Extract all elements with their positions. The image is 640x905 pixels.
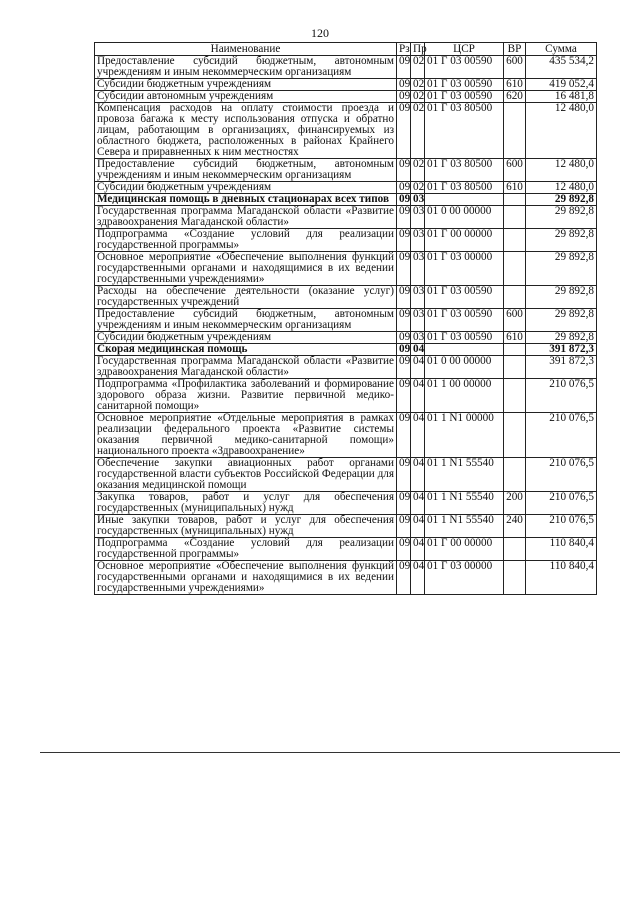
- table-row: [95, 458, 597, 492]
- row-vr-cell: [504, 356, 526, 379]
- row-vr-cell: [504, 252, 526, 286]
- row-name-cell: Субсидии автономным учреждениям: [95, 91, 397, 103]
- row-vr-cell: [504, 194, 526, 206]
- row-csr-cell: [425, 194, 504, 206]
- row-csr-cell: 01 Г 03 00590: [425, 56, 504, 79]
- table-row: [95, 356, 597, 379]
- row-name-cell: Субсидии бюджетным учреждениям: [95, 182, 397, 194]
- row-vr-cell: [504, 229, 526, 252]
- table-row: [95, 344, 597, 356]
- row-pr-cell: 02: [411, 56, 425, 79]
- table-row: [95, 379, 597, 413]
- row-rz-cell: 09: [397, 356, 411, 379]
- row-sum-cell: 29 892,8: [526, 229, 597, 252]
- row-rz-cell: 09: [397, 492, 411, 515]
- row-csr-cell: [425, 344, 504, 356]
- row-pr-cell: 04: [411, 379, 425, 413]
- row-csr-cell: 01 Г 03 00590: [425, 309, 504, 332]
- row-vr-cell: [504, 103, 526, 159]
- row-vr-cell: 620: [504, 91, 526, 103]
- row-vr-cell: [504, 458, 526, 492]
- table-row: [95, 56, 597, 79]
- table-row: [95, 182, 597, 194]
- row-vr-cell: 610: [504, 332, 526, 344]
- footer-divider: [40, 752, 620, 753]
- row-vr-cell: 600: [504, 309, 526, 332]
- row-sum-cell: 210 076,5: [526, 515, 597, 538]
- table-body: [95, 56, 597, 595]
- row-vr-cell: 600: [504, 56, 526, 79]
- row-pr-cell: 03: [411, 286, 425, 309]
- row-pr-cell: 02: [411, 91, 425, 103]
- row-vr-cell: [504, 344, 526, 356]
- table-row: [95, 492, 597, 515]
- row-name-cell: Подпрограмма «Создание условий для реализации государственной программы»: [95, 538, 397, 561]
- row-csr-cell: 01 Г 03 80500: [425, 159, 504, 182]
- table-row: [95, 206, 597, 229]
- row-rz-cell: 09: [397, 561, 411, 595]
- row-csr-cell: 01 0 00 00000: [425, 356, 504, 379]
- row-csr-cell: 01 1 N1 55540: [425, 515, 504, 538]
- row-rz-cell: 09: [397, 103, 411, 159]
- row-csr-cell: 01 Г 00 00000: [425, 538, 504, 561]
- row-rz-cell: 09: [397, 413, 411, 458]
- header-csr: ЦСР: [425, 43, 504, 56]
- row-name-cell: Обеспечение закупки авиационных работ органами государственной власти субъектов Российской Федерации для оказания медицинской помощи: [95, 458, 397, 492]
- row-name-cell: Скорая медицинская помощь: [95, 344, 397, 356]
- row-pr-cell: 03: [411, 332, 425, 344]
- row-rz-cell: 09: [397, 229, 411, 252]
- row-rz-cell: 09: [397, 344, 411, 356]
- row-rz-cell: 09: [397, 515, 411, 538]
- row-sum-cell: 29 892,8: [526, 194, 597, 206]
- table-row: [95, 229, 597, 252]
- row-csr-cell: 01 Г 03 80500: [425, 103, 504, 159]
- row-pr-cell: 02: [411, 103, 425, 159]
- row-sum-cell: 210 076,5: [526, 458, 597, 492]
- row-name-cell: Расходы на обеспечение деятельности (оказание услуг) государственных учреждений: [95, 286, 397, 309]
- row-rz-cell: 09: [397, 458, 411, 492]
- row-name-cell: Предоставление субсидий бюджетным, автономным учреждениям и иным некоммерческим организациям: [95, 309, 397, 332]
- row-sum-cell: 391 872,3: [526, 356, 597, 379]
- row-sum-cell: 29 892,8: [526, 252, 597, 286]
- row-name-cell: Медицинская помощь в дневных стационарах всех типов: [95, 194, 397, 206]
- row-pr-cell: 04: [411, 458, 425, 492]
- row-name-cell: Предоставление субсидий бюджетным, автономным учреждениям и иным некоммерческим организациям: [95, 56, 397, 79]
- page-number: 120: [311, 26, 329, 40]
- row-pr-cell: 03: [411, 194, 425, 206]
- row-rz-cell: 09: [397, 286, 411, 309]
- row-name-cell: Субсидии бюджетным учреждениям: [95, 332, 397, 344]
- row-name-cell: Иные закупки товаров, работ и услуг для обеспечения государственных (муниципальных) нужд: [95, 515, 397, 538]
- row-sum-cell: 210 076,5: [526, 413, 597, 458]
- row-sum-cell: 29 892,8: [526, 309, 597, 332]
- row-csr-cell: 01 Г 03 00590: [425, 79, 504, 91]
- row-name-cell: Государственная программа Магаданской области «Развитие здравоохранения Магаданской области»: [95, 356, 397, 379]
- row-csr-cell: 01 Г 03 00590: [425, 332, 504, 344]
- row-csr-cell: 01 Г 03 00590: [425, 286, 504, 309]
- row-rz-cell: 09: [397, 91, 411, 103]
- row-name-cell: Основное мероприятие «Обеспечение выполнения функций государственными органами и находящимися в их ведении государственными учреждениями»: [95, 252, 397, 286]
- row-sum-cell: 419 052,4: [526, 79, 597, 91]
- table-row: [95, 103, 597, 159]
- table-row: [95, 252, 597, 286]
- row-pr-cell: 03: [411, 229, 425, 252]
- row-rz-cell: 09: [397, 194, 411, 206]
- row-rz-cell: 09: [397, 538, 411, 561]
- row-rz-cell: 09: [397, 309, 411, 332]
- row-rz-cell: 09: [397, 252, 411, 286]
- table-row: [95, 159, 597, 182]
- row-pr-cell: 02: [411, 79, 425, 91]
- row-pr-cell: 04: [411, 492, 425, 515]
- row-csr-cell: 01 Г 03 80500: [425, 182, 504, 194]
- row-sum-cell: 12 480,0: [526, 103, 597, 159]
- row-vr-cell: [504, 538, 526, 561]
- header-vr: ВР: [504, 43, 526, 56]
- row-sum-cell: 391 872,3: [526, 344, 597, 356]
- row-sum-cell: 12 480,0: [526, 182, 597, 194]
- row-csr-cell: 01 1 N1 55540: [425, 492, 504, 515]
- row-csr-cell: 01 0 00 00000: [425, 206, 504, 229]
- row-vr-cell: 610: [504, 182, 526, 194]
- row-pr-cell: 04: [411, 413, 425, 458]
- table-row: [95, 91, 597, 103]
- row-sum-cell: 29 892,8: [526, 206, 597, 229]
- row-pr-cell: 03: [411, 252, 425, 286]
- row-vr-cell: 610: [504, 79, 526, 91]
- row-csr-cell: 01 Г 03 00000: [425, 252, 504, 286]
- table-row: [95, 561, 597, 595]
- header-sum: Сумма: [526, 43, 597, 56]
- row-name-cell: Закупка товаров, работ и услуг для обеспечения государственных (муниципальных) нужд: [95, 492, 397, 515]
- row-rz-cell: 09: [397, 56, 411, 79]
- row-sum-cell: 210 076,5: [526, 492, 597, 515]
- row-csr-cell: 01 Г 03 00000: [425, 561, 504, 595]
- header-rz: Рз: [397, 43, 411, 56]
- budget-table: [94, 42, 597, 595]
- row-vr-cell: 200: [504, 492, 526, 515]
- header-pr: Пр: [411, 43, 425, 56]
- row-vr-cell: 240: [504, 515, 526, 538]
- row-vr-cell: [504, 286, 526, 309]
- row-sum-cell: 29 892,8: [526, 286, 597, 309]
- row-vr-cell: [504, 379, 526, 413]
- row-name-cell: Государственная программа Магаданской области «Развитие здравоохранения Магаданской области»: [95, 206, 397, 229]
- row-sum-cell: 110 840,4: [526, 561, 597, 595]
- row-sum-cell: 210 076,5: [526, 379, 597, 413]
- row-csr-cell: 01 Г 03 00590: [425, 91, 504, 103]
- table-header-row: [95, 43, 597, 56]
- row-pr-cell: 04: [411, 515, 425, 538]
- row-rz-cell: 09: [397, 332, 411, 344]
- row-pr-cell: 03: [411, 206, 425, 229]
- row-rz-cell: 09: [397, 379, 411, 413]
- row-pr-cell: 04: [411, 356, 425, 379]
- row-pr-cell: 02: [411, 159, 425, 182]
- row-pr-cell: 04: [411, 538, 425, 561]
- row-name-cell: Предоставление субсидий бюджетным, автономным учреждениям и иным некоммерческим организациям: [95, 159, 397, 182]
- row-vr-cell: 600: [504, 159, 526, 182]
- row-sum-cell: 110 840,4: [526, 538, 597, 561]
- row-pr-cell: 02: [411, 182, 425, 194]
- row-rz-cell: 09: [397, 79, 411, 91]
- row-pr-cell: 03: [411, 309, 425, 332]
- row-name-cell: Основное мероприятие «Обеспечение выполнения функций государственными органами и находящимися в их ведении государственными учреждениями»: [95, 561, 397, 595]
- table-row: [95, 309, 597, 332]
- table-row: [95, 332, 597, 344]
- row-csr-cell: 01 1 N1 55540: [425, 458, 504, 492]
- row-pr-cell: 04: [411, 561, 425, 595]
- row-sum-cell: 12 480,0: [526, 159, 597, 182]
- row-name-cell: Основное мероприятие «Отдельные мероприятия в рамках реализации федерального проекта «Развитие системы оказания первичной медико-санитарной помощи» национального проекта «Здравоохранение»: [95, 413, 397, 458]
- header-name: Наименование: [95, 43, 397, 56]
- row-vr-cell: [504, 413, 526, 458]
- table-row: [95, 538, 597, 561]
- table-row: [95, 515, 597, 538]
- row-name-cell: Компенсация расходов на оплату стоимости проезда и провоза багажа к месту использования отпуска и обратно лицам, работающим в организациях, финансируемых из областного бюджета, расположенных в районах Крайнего Севера и приравненных к ним местностях: [95, 103, 397, 159]
- row-vr-cell: [504, 206, 526, 229]
- row-name-cell: Подпрограмма «Создание условий для реализации государственной программы»: [95, 229, 397, 252]
- table-row: [95, 413, 597, 458]
- row-name-cell: Субсидии бюджетным учреждениям: [95, 79, 397, 91]
- row-name-cell: Подпрограмма «Профилактика заболеваний и формирование здорового образа жизни. Развитие первичной медико-санитарной помощи»: [95, 379, 397, 413]
- row-csr-cell: 01 1 00 00000: [425, 379, 504, 413]
- row-sum-cell: 16 481,8: [526, 91, 597, 103]
- table-row: [95, 286, 597, 309]
- table-row: [95, 79, 597, 91]
- row-rz-cell: 09: [397, 206, 411, 229]
- row-sum-cell: 29 892,8: [526, 332, 597, 344]
- row-pr-cell: 04: [411, 344, 425, 356]
- row-csr-cell: 01 1 N1 00000: [425, 413, 504, 458]
- table-row: [95, 194, 597, 206]
- row-rz-cell: 09: [397, 159, 411, 182]
- row-csr-cell: 01 Г 00 00000: [425, 229, 504, 252]
- row-sum-cell: 435 534,2: [526, 56, 597, 79]
- row-vr-cell: [504, 561, 526, 595]
- row-rz-cell: 09: [397, 182, 411, 194]
